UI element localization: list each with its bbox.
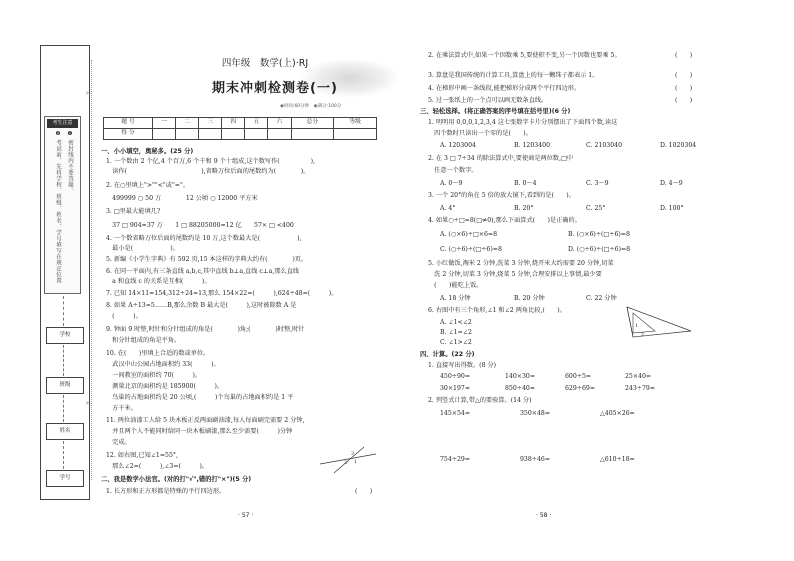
question-text: 并且两个人不能同时给同一块木板刷漆,那么至少需要( )分钟	[106, 428, 293, 435]
question-text: 9. 钟面 9 时整,时针和分针组成的角是( )角;( )时整,时针	[106, 326, 305, 333]
calc-item: 243÷79≈	[625, 385, 656, 392]
field-name: 姓名	[46, 423, 84, 440]
option-b: B. 1203400	[514, 142, 551, 149]
calc-item: 850÷40≈	[505, 385, 536, 392]
table-cell: 四	[222, 118, 245, 129]
question-text: 1. 长方形和正方形都是特殊的平行四边形。	[106, 488, 226, 495]
table-row	[104, 129, 377, 140]
calc-item: △405×26=	[600, 410, 635, 417]
option-b: B. 20°	[514, 205, 534, 212]
question-text: 任意一个数字。	[428, 167, 478, 174]
option-a: A. (○×6)÷□×6=8	[440, 231, 498, 238]
calc-item: 350×48=	[520, 410, 551, 417]
calc-item: 754÷29=	[440, 456, 471, 463]
svg-text:2: 2	[344, 460, 348, 466]
calc-item: 145×54=	[440, 410, 471, 417]
question-text: 3. □里最大能填几?	[106, 208, 161, 215]
option-a: A. ∠1<∠2	[440, 319, 472, 326]
score-cell[interactable]	[334, 129, 377, 140]
option-b: B. 0～4	[514, 180, 537, 187]
question-text: 那么∠2=( ),∠3=( )。	[106, 463, 209, 470]
svg-text:1: 1	[635, 323, 639, 329]
question-text: 武汉中山公园占地面积约 33( )。	[106, 361, 220, 368]
write-line	[63, 345, 64, 376]
table-cell: 得 分	[104, 129, 153, 140]
table-cell: 三	[199, 118, 222, 129]
answer-paren[interactable]: ( )	[675, 85, 693, 92]
table-cell: 二	[176, 118, 199, 129]
page-number: · 58 ·	[536, 512, 552, 519]
page-title: 期末冲刺检测卷(一)	[212, 81, 338, 96]
calc-item: 25×40=	[625, 373, 652, 380]
calc-item: 938÷46=	[520, 456, 551, 463]
table-cell: 等级	[334, 118, 377, 129]
write-line	[63, 441, 64, 469]
question-text: 4. 在梯形中画一条线段,能把梯形分成两个平行四边形。	[428, 85, 581, 92]
question-text: 3. 算盘是我国传统的计算工具,算盘上的每一颗珠子都表示 1。	[428, 72, 599, 79]
table-cell: 题 号	[104, 118, 153, 129]
write-line	[63, 296, 64, 326]
score-cell[interactable]	[268, 129, 291, 140]
score-cell[interactable]	[222, 129, 245, 140]
question-text: 4. 如果○÷□=8(□≠0),那么下面算式( )是正确的。	[428, 217, 581, 224]
option-c: C. 22 分钟	[586, 295, 617, 302]
question-text: 6. 在同一平面内,有三条直线 a,b,c,其中直线 b⊥a,直线 c⊥a,那么直线	[106, 268, 300, 275]
question-text: 鸟巢的占地面积约是 20 公顷,( )个鸟巢的占地面积约是 1 平	[106, 394, 294, 401]
write-line	[63, 395, 64, 422]
calc-item: 30×197≈	[440, 385, 471, 392]
question-text: 1. 一个数由 2 个亿,4 个百万,6 个千和 9 个十组成,这个数写作( ),	[106, 158, 315, 165]
question-text: 37 □ 904≈37 万 1 □ 88205000≈12 亿 57× □ <400	[106, 222, 294, 229]
option-c: C. 3～9	[586, 180, 609, 187]
question-text: 12. 如右图,已知∠1=55°,	[106, 452, 178, 459]
field-class: 班级	[46, 377, 84, 394]
question-text: 测量北京的面积约是 185900( )。	[106, 383, 224, 390]
notice-col2: ❷ 考试前，先将学校、班级、姓名、学号填写在规定位置	[55, 131, 61, 284]
question-text: 2. 在○里填上">""<"或"="。	[106, 182, 190, 189]
svg-text:3: 3	[351, 451, 355, 457]
question-text: 4. 一个数省略万位后面的尾数约是 10 万,这个数最大是( ),	[106, 235, 302, 242]
question-text: 8. 如果 A÷13=5……B,那么余数 B 最大是( ),这时被除数 A 是	[106, 302, 297, 309]
field-school: 学校	[46, 327, 84, 344]
option-b: B. 20 分钟	[514, 295, 545, 302]
option-c: C. 25°	[586, 205, 606, 212]
option-c: C. (○÷6)÷(□÷6)=8	[440, 246, 502, 253]
field-number: 学号	[46, 470, 84, 487]
section-2-title: 二、我是数学小法官。(对的打"√",错的打"×")(5 分)	[101, 476, 252, 483]
calc-item: 450÷90=	[440, 373, 471, 380]
calc-item: 600÷5=	[565, 373, 592, 380]
question-text: a 和直线 c 的关系是互相( )。	[106, 278, 211, 285]
question-text: 四个数时只读出一个零的是( )。	[428, 130, 532, 137]
option-a: A. 4°	[440, 205, 456, 212]
option-d: D. 100°	[660, 205, 684, 212]
notice-title: 考生注意	[47, 119, 78, 128]
exam-meta: ◉时间:60分钟 ◉满分:100分	[280, 104, 342, 109]
option-d: D. 1020304	[660, 142, 697, 149]
question-text: 方千米。	[106, 405, 137, 412]
page-number: · 57 ·	[238, 512, 254, 519]
question-text: ( )。	[106, 313, 142, 320]
score-cell[interactable]	[245, 129, 268, 140]
question-text: 11. 两位油漆工人给 5 块木板正反两面刷油漆,每人每面刷完需要 2 分钟,	[106, 417, 305, 424]
option-c: C. ∠1>∠2	[440, 339, 472, 346]
question-text: 最小是( )。	[106, 245, 179, 252]
option-a: A. 1203004	[440, 142, 476, 149]
angle-lines-figure	[318, 446, 378, 474]
question-text: 7. 已知 14×11=154,312÷24=13,那么 154×22=( ),624÷48=( )。	[106, 290, 338, 297]
question-text: 2. 在乘法算式中,如果一个因数乘 5,要使积不变,另一个因数也要乘 5。	[428, 52, 621, 59]
option-b: B. ∠1=∠2	[440, 329, 472, 336]
seal-line	[91, 60, 92, 480]
score-cell[interactable]	[199, 129, 222, 140]
option-a: A. 0～9	[440, 180, 463, 187]
svg-text:2: 2	[641, 332, 645, 338]
grade-subject: 四年级 数学(上)·RJ	[221, 58, 309, 69]
table-cell: 总分	[291, 118, 334, 129]
answer-paren[interactable]: ( )	[675, 52, 693, 59]
calc-item: 629÷69≈	[565, 385, 596, 392]
question-text: 5. 新编《小学生字典》有 592 页,15 本这样的字典大约有( )页。	[106, 256, 308, 263]
section-3-title: 三、轻松选择。(将正确答案的序号填在括号里)(6 分)	[420, 108, 571, 115]
score-table	[103, 117, 377, 140]
svg-text:1: 1	[354, 459, 358, 465]
question-text: 5. 过一张纸上的一个点可以画无数条直线。	[428, 97, 548, 104]
question-text: 一间教室的面积约 70( )。	[106, 372, 202, 379]
question-text: ( )能吃上饭。	[428, 282, 483, 289]
option-c: C. 2103040	[586, 142, 623, 149]
option-b: B. (○×6)÷(□÷6)=8	[568, 231, 630, 238]
table-cell: 一	[152, 118, 175, 129]
question-text: 6. 右图中有三个角形,∠1 和∠2 两角比较,( )。	[428, 307, 566, 314]
table-cell: 五	[245, 118, 268, 129]
score-cell[interactable]	[291, 129, 334, 140]
question-text: 读作( ),省略万位后面的尾数约为( )。	[106, 168, 310, 175]
option-d: D. (○÷6)÷(□÷6)=8	[568, 246, 631, 253]
table-cell: 六	[268, 118, 291, 129]
option-a: A. 18 分钟	[440, 295, 471, 302]
question-text: 499999 ○ 50 万 12 公顷 ○ 12000 平方米	[106, 195, 258, 202]
exam-notice-box	[44, 116, 81, 294]
table-row	[104, 118, 377, 129]
answer-paren[interactable]: ( )	[675, 97, 693, 104]
triangle-ruler-figure	[625, 305, 695, 339]
question-text: 和分针组成的角是平角。	[106, 337, 181, 344]
question-text: 洗 2 分钟,切菜 3 分钟,烧菜 5 分钟,合理安排以上事情,最少要	[428, 271, 602, 278]
section-1-title: 一、小小填空，奥秘多。(25 分)	[101, 148, 194, 155]
calc-item: 140×30=	[505, 373, 536, 380]
question-text: 10. 在( )里填上合适的数或单位。	[106, 350, 210, 357]
answer-paren[interactable]: ( )	[355, 488, 373, 495]
score-cell[interactable]	[176, 129, 199, 140]
question-text: 完成。	[106, 439, 131, 446]
calc-item: △610÷18=	[600, 456, 635, 463]
question-text: 5. 小红做饭,淘米 2 分钟,洗菜 3 分钟,烧开米大约需要 20 分钟,切菜	[428, 260, 614, 267]
score-cell[interactable]	[152, 129, 175, 140]
question-text: 3. 一个 20°的角在 5 倍的放大镜下,看到的是( )。	[428, 192, 575, 199]
answer-paren[interactable]: ( )	[675, 72, 693, 79]
notice-col1: ❶ 密封线内不要答题。	[67, 131, 73, 194]
question-text: 2. 在 3 □ 7÷34 的除法算式中,要使商是两位数,□中	[428, 155, 574, 162]
section-4-title: 四、计算。(22 分)	[420, 351, 475, 358]
question-text: 2. 列竖式计算,带△的要验算。(14 分)	[428, 397, 532, 404]
question-text: 1. 直接写出得数。(8 分)	[428, 362, 497, 369]
scissors-icon: ✂	[86, 400, 92, 407]
question-text: 1. 明明用 0,0,0,1,2,3,4 这七张数字卡片分别摆出了下面四个数,读这	[428, 119, 618, 126]
scissors-icon: ✂	[86, 90, 92, 97]
option-d: D. 4～9	[660, 180, 683, 187]
